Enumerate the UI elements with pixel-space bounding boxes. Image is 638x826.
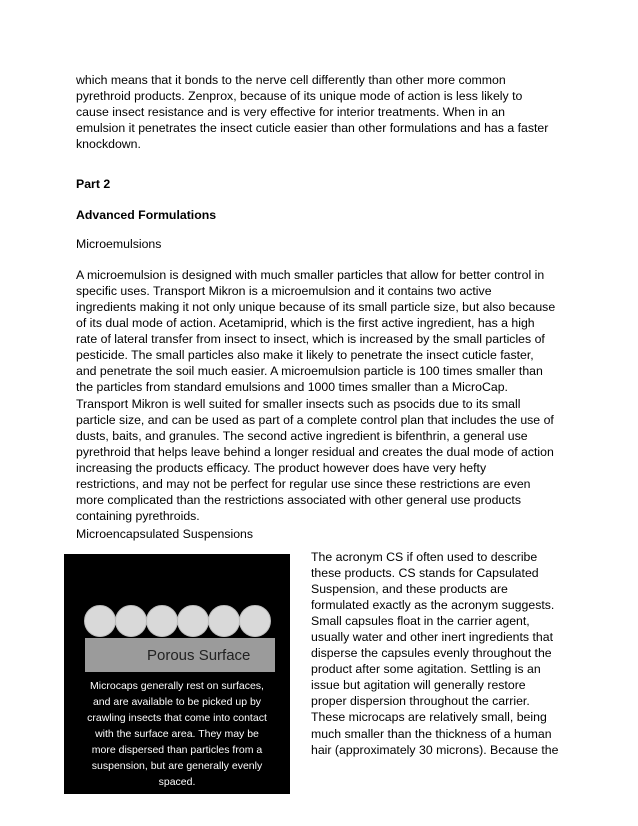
paragraph-line: increasing the products efficacy. The product however does have very hefty [76,461,487,475]
caption-line: crawling insects that come into contact [87,712,267,724]
intro-line: which means that it bonds to the nerve cell differently than other more common [76,73,506,87]
column-line: Suspension, and these products are [311,582,508,596]
microcap-circle [208,605,240,637]
paragraph-line: restrictions, and may not be perfect for regular use since these restrictions are even [76,477,531,491]
intro-line: knockdown. [76,137,141,151]
caption-line: spaced. [158,776,196,788]
paragraph-line: more complicated than the restrictions associated with other general use products [76,493,521,507]
caption-line: and are available to be picked up by [92,696,262,708]
column-line: The acronym CS if often used to describe [311,550,538,564]
paragraph-line: and penetrate the soil much easier. A microemulsion particle is 100 times smaller than [76,364,543,378]
column-line: These microcaps are relatively small, being [311,710,547,724]
microcap-circle [84,605,116,637]
paragraph-line: containing pyrethroids. [76,509,200,523]
intro-line: cause insect resistance and is very effective for interior treatments. When in an [76,105,505,119]
paragraph-line: pyrethroid that helps leave behind a longer residual and creates the dual mode of action [76,445,554,459]
paragraph-line: A microemulsion is designed with much smaller particles that allow for better control in [76,268,545,282]
microcap-circle [146,605,178,637]
subheading-microencapsulated: Microencapsulated Suspensions [76,527,254,541]
intro-line: pyrethroid products. Zenprox, because of its unique mode of action is less likely to [76,89,523,103]
paragraph-line: the particles from standard emulsions and 1000 times smaller than a MicroCap. [76,380,508,394]
paragraph-line: Transport Mikron is well suited for smaller insects such as psocids due to its small [76,397,521,411]
column-line: issue but agitation will generally restore [311,678,526,692]
column-line: proper dispersion throughout the carrier. [311,694,530,708]
column-line: hair (approximately 30 microns). Because the [311,743,559,757]
paragraph-line: ingredients making it not only unique because of its small particle size, but also because [76,300,556,314]
section-heading: Advanced Formulations [76,208,217,222]
paragraph-line: pesticide. The small particles also make it likely to penetrate the insect cuticle faster, [76,348,534,362]
microcap-circle [177,605,209,637]
column-line: these products. CS stands for Capsulated [311,566,539,580]
caption-line: suspension, but are generally evenly [91,760,263,772]
column-line: much smaller than the thickness of a human [311,727,552,741]
column-line: product after some agitation. Settling is an [311,662,541,676]
microcap-circle [115,605,147,637]
column-line: disperse the capsules evenly throughout the [311,646,552,660]
subheading-microemulsions: Microemulsions [76,237,162,251]
paragraph-line: of its dual mode of action. Acetamiprid, which is the first active ingredient, has a high [76,316,535,330]
caption-line: Microcaps generally rest on surfaces, [90,680,264,692]
part-heading: Part 2 [76,177,111,191]
column-line: usually water and other inert ingredients that [311,630,553,644]
paragraph-line: particle size, and can be used as part of a complete control plan that includes the use of [76,413,554,427]
intro-line: emulsion it penetrates the insect cuticle easier than other formulations and has a faster [76,121,549,135]
paragraph-line: specific uses. Transport Mikron is a microemulsion and it contains two active [76,284,492,298]
column-line: Small capsules float in the carrier agent, [311,614,530,628]
paragraph-line: dusts, baits, and granules. The second active ingredient is bifenthrin, a general use [76,429,528,443]
porous-surface-label: Porous Surface [147,647,251,664]
microcap-circle [239,605,271,637]
caption-line: with the surface area. They may be [95,728,259,740]
figure-caption [66,678,288,790]
column-line: formulated exactly as the acronym suggests. [311,598,555,612]
paragraph-line: rate of lateral transfer from insect to insect, which is increased by the small particles of [76,332,545,346]
caption-line: more dispersed than particles from a [91,744,263,756]
